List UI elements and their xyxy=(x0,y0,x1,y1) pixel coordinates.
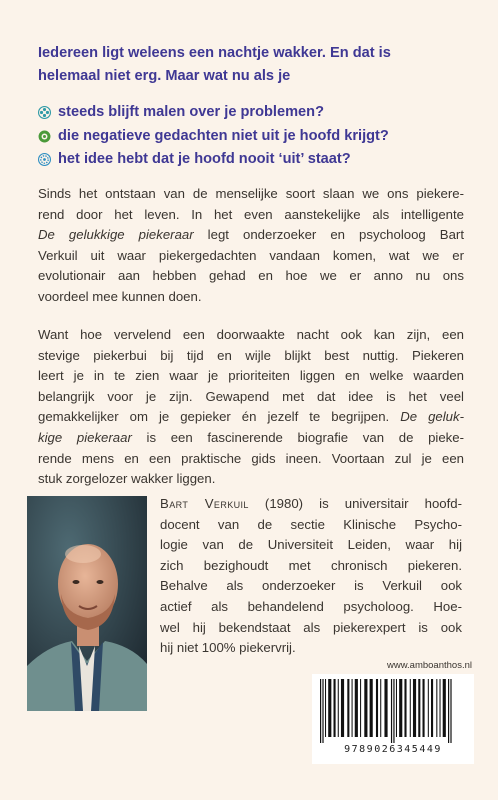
author-name: Bart Verkuil xyxy=(160,496,249,511)
text-line: rend door het leven. In het even aanstekelijke als intelligente xyxy=(38,206,464,222)
text-fragment: gemakkelijker om je gepieker én jezelf te begrijpen. xyxy=(38,409,401,425)
isbn-barcode xyxy=(312,674,474,764)
text-line: zich bezighoudt met chronisch piekeren. xyxy=(160,557,462,573)
barcode-bars xyxy=(318,679,468,743)
barcode-bar xyxy=(431,679,433,737)
text-fragment: (1980) is universitair hoofd- xyxy=(248,496,463,511)
barcode-bar xyxy=(391,679,392,743)
barcode-bar xyxy=(370,679,373,737)
barcode-bar xyxy=(322,679,323,743)
barcode-bar xyxy=(341,679,344,737)
intro-line: Iedereen ligt weleens een nachtje wakker. En dat is xyxy=(38,45,391,61)
question-text: steeds blijft malen over je problemen? xyxy=(58,104,325,120)
barcode-bar xyxy=(334,679,336,737)
barcode-bar xyxy=(376,679,378,737)
barcode-bar xyxy=(396,679,397,737)
question-item xyxy=(38,101,468,125)
barcode-bar xyxy=(380,679,381,737)
barcode-bar xyxy=(448,679,449,743)
barcode-bar xyxy=(440,679,441,737)
barcode-bar xyxy=(352,679,353,737)
barcode-bar xyxy=(355,679,358,737)
barcode-bar xyxy=(428,679,429,737)
text-line: leert je in te zien waar je prioriteiten liggen en welke waarden xyxy=(38,368,464,384)
barcode-bar xyxy=(450,679,451,743)
question-text: het idee hebt dat je hoofd nooit ‘uit’ staat? xyxy=(58,151,351,167)
text-fragment: is een fascinerende biografie van de pieke- xyxy=(131,429,464,445)
barcode-bar xyxy=(443,679,446,737)
author-portrait-image xyxy=(27,496,147,711)
barcode-bar xyxy=(360,679,361,737)
text-line: belangrijk voor je zijn. Gewapend met dat idee is het veel xyxy=(38,388,464,404)
barcode-bar xyxy=(384,679,387,737)
text-line: stuk zorgelozer wakker liggen. xyxy=(38,471,216,487)
book-title: De gelukkige piekeraar xyxy=(38,227,194,243)
barcode-bar xyxy=(436,679,437,737)
flower-bullet-icon xyxy=(38,106,51,119)
text-line xyxy=(38,225,464,246)
text-line: stevige piekerbui bij tijd en wijle blijkt best nuttig. Piekeren xyxy=(38,347,464,363)
question-item xyxy=(38,125,468,149)
text-line: Behalve als onderzoeker is Verkuil ook xyxy=(160,578,462,594)
description-paragraph xyxy=(38,325,464,490)
text-fragment: legt onderzoeker en psycholoog Bart xyxy=(193,227,464,243)
text-line xyxy=(160,494,462,515)
barcode-bar xyxy=(325,679,326,737)
text-line: Verkuil uit waar piekergedachten vandaan komen, wat we er xyxy=(38,247,464,263)
barcode-bar xyxy=(338,679,339,737)
intro-line: helemaal niet erg. Maar wat nu als je xyxy=(38,68,291,84)
question-item xyxy=(38,148,468,172)
text-line: docent van de sectie Klinische Psycho- xyxy=(160,516,462,532)
barcode-bar xyxy=(413,679,416,737)
barcode-bar xyxy=(328,679,331,737)
text-line xyxy=(38,407,464,428)
question-list xyxy=(38,101,468,172)
flower-bullet-icon xyxy=(38,130,51,143)
barcode-bar xyxy=(410,679,411,737)
author-photo xyxy=(27,496,147,711)
barcode-bar xyxy=(418,679,420,737)
text-line: Want hoe vervelend een doorwaakte nacht ook kan zijn, een xyxy=(38,327,464,342)
isbn-number: 9789026345449 xyxy=(344,744,442,755)
text-line: hij niet 100% piekervrij. xyxy=(160,640,296,656)
description-paragraph xyxy=(38,184,464,308)
text-line: actief als behandelend psycholoog. Hoe- xyxy=(160,598,462,614)
author-bio xyxy=(160,494,462,659)
text-line: evolutionair aan hebben gehad en hoe we er anno nu ons xyxy=(38,268,464,284)
text-line: logie van de Universiteit Leiden, waar hij xyxy=(160,537,462,553)
text-line: Sinds het ontstaan van de menselijke soort slaan we ons piekere- xyxy=(38,186,464,201)
barcode-bar xyxy=(347,679,349,737)
barcode-bar xyxy=(423,679,425,737)
text-line: voordeel mee kunnen doen. xyxy=(38,288,202,304)
barcode-bar xyxy=(320,679,321,743)
barcode-bar xyxy=(399,679,402,737)
text-line: rende mens en een praktische gids ineen. Voortaan zul je een xyxy=(38,450,464,466)
barcode-bar xyxy=(404,679,406,737)
book-title: kige piekeraar xyxy=(38,429,132,445)
flower-bullet-icon xyxy=(38,153,51,166)
barcode-bar xyxy=(364,679,367,737)
text-line: wel hij bekendstaat als piekerexpert is ook xyxy=(160,619,462,635)
question-text: die negatieve gedachten niet uit je hoofd krijgt? xyxy=(58,127,389,144)
intro-text xyxy=(38,42,458,88)
text-line xyxy=(38,428,464,449)
book-title: De geluk- xyxy=(400,409,464,425)
publisher-website[interactable]: www.amboanthos.nl xyxy=(386,660,472,671)
barcode-bar xyxy=(393,679,394,743)
